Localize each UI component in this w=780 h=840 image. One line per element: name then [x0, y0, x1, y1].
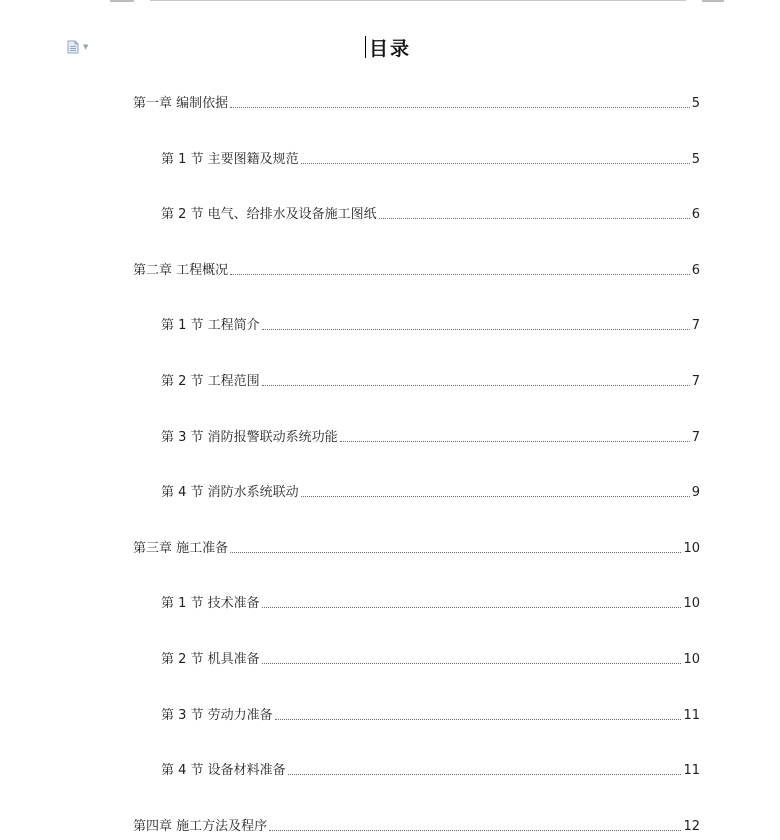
toc-dot-leader [230, 107, 690, 108]
toc-section-entry[interactable] [161, 596, 700, 612]
toc-dot-leader [288, 774, 682, 775]
toc-chapter-entry[interactable] [133, 96, 700, 112]
toc-page-number: 7 [691, 318, 700, 333]
toc-dot-leader [262, 663, 682, 664]
toc-page-number: 9 [691, 485, 700, 500]
toc-dot-leader [275, 719, 682, 720]
toc-entry-label: 第一章 编制依据 [133, 96, 229, 111]
toc-dot-leader [340, 441, 690, 442]
toc-entry-label: 第三章 施工准备 [133, 541, 229, 556]
toc-section-entry[interactable] [161, 708, 700, 724]
toc-entry-label: 第 1 节 工程简介 [161, 318, 260, 333]
toc-entry-label: 第 1 节 主要图籍及规范 [161, 152, 299, 167]
toc-entry-label: 第 2 节 工程范围 [161, 374, 260, 389]
toc-dot-leader [230, 274, 690, 275]
toc-dot-leader [262, 607, 682, 608]
toc-page-number: 10 [683, 596, 700, 611]
toc-page-number: 11 [683, 763, 700, 778]
toc-dot-leader [301, 496, 690, 497]
toc-section-entry[interactable] [161, 652, 700, 668]
toc-page-number: 5 [691, 152, 700, 167]
toc-section-entry[interactable] [161, 152, 700, 168]
toc-page-number: 10 [683, 652, 700, 667]
toc-page-number: 12 [683, 819, 700, 834]
toc-entry-label: 第 4 节 消防水系统联动 [161, 485, 299, 500]
toc-page-number: 6 [691, 207, 700, 222]
toc-dot-leader [262, 385, 690, 386]
toc-dot-leader [262, 329, 690, 330]
toc-dot-leader [379, 218, 690, 219]
chevron-down-icon: ▼ [83, 42, 89, 51]
toc-entry-label: 第 2 节 电气、给排水及设备施工图纸 [161, 207, 377, 222]
toc-dot-leader [301, 163, 690, 164]
toc-section-entry[interactable] [161, 318, 700, 334]
toc-dot-leader [269, 830, 681, 831]
toc-chapter-entry[interactable] [133, 263, 700, 279]
toc-page-number: 6 [691, 263, 700, 278]
toc-section-entry[interactable] [161, 485, 700, 501]
toc-section-entry[interactable] [161, 374, 700, 390]
toc-entry-label: 第 2 节 机具准备 [161, 652, 260, 667]
toc-dot-leader [230, 552, 681, 553]
toc-entry-label: 第 4 节 设备材料准备 [161, 763, 286, 778]
toc-section-entry[interactable] [161, 763, 700, 779]
toc-section-entry[interactable] [161, 207, 700, 223]
toc-chapter-entry[interactable] [133, 819, 700, 835]
toc-page-number: 10 [683, 541, 700, 556]
toc-page-number: 11 [683, 708, 700, 723]
toc-entry-label: 第 3 节 劳动力准备 [161, 708, 273, 723]
toc-page-number: 5 [691, 96, 700, 111]
toc-page-number: 7 [691, 430, 700, 445]
toc-chapter-entry[interactable] [133, 541, 700, 557]
toc-entry-label: 第四章 施工方法及程序 [133, 819, 268, 834]
toc-section-entry[interactable] [161, 430, 700, 446]
toc-page-number: 7 [691, 374, 700, 389]
toc-entry-label: 第 1 节 技术准备 [161, 596, 260, 611]
toc-entry-label: 第 3 节 消防报警联动系统功能 [161, 430, 338, 445]
toc-title-text: 目录 [368, 38, 411, 60]
toc-entry-label: 第二章 工程概况 [133, 263, 229, 278]
